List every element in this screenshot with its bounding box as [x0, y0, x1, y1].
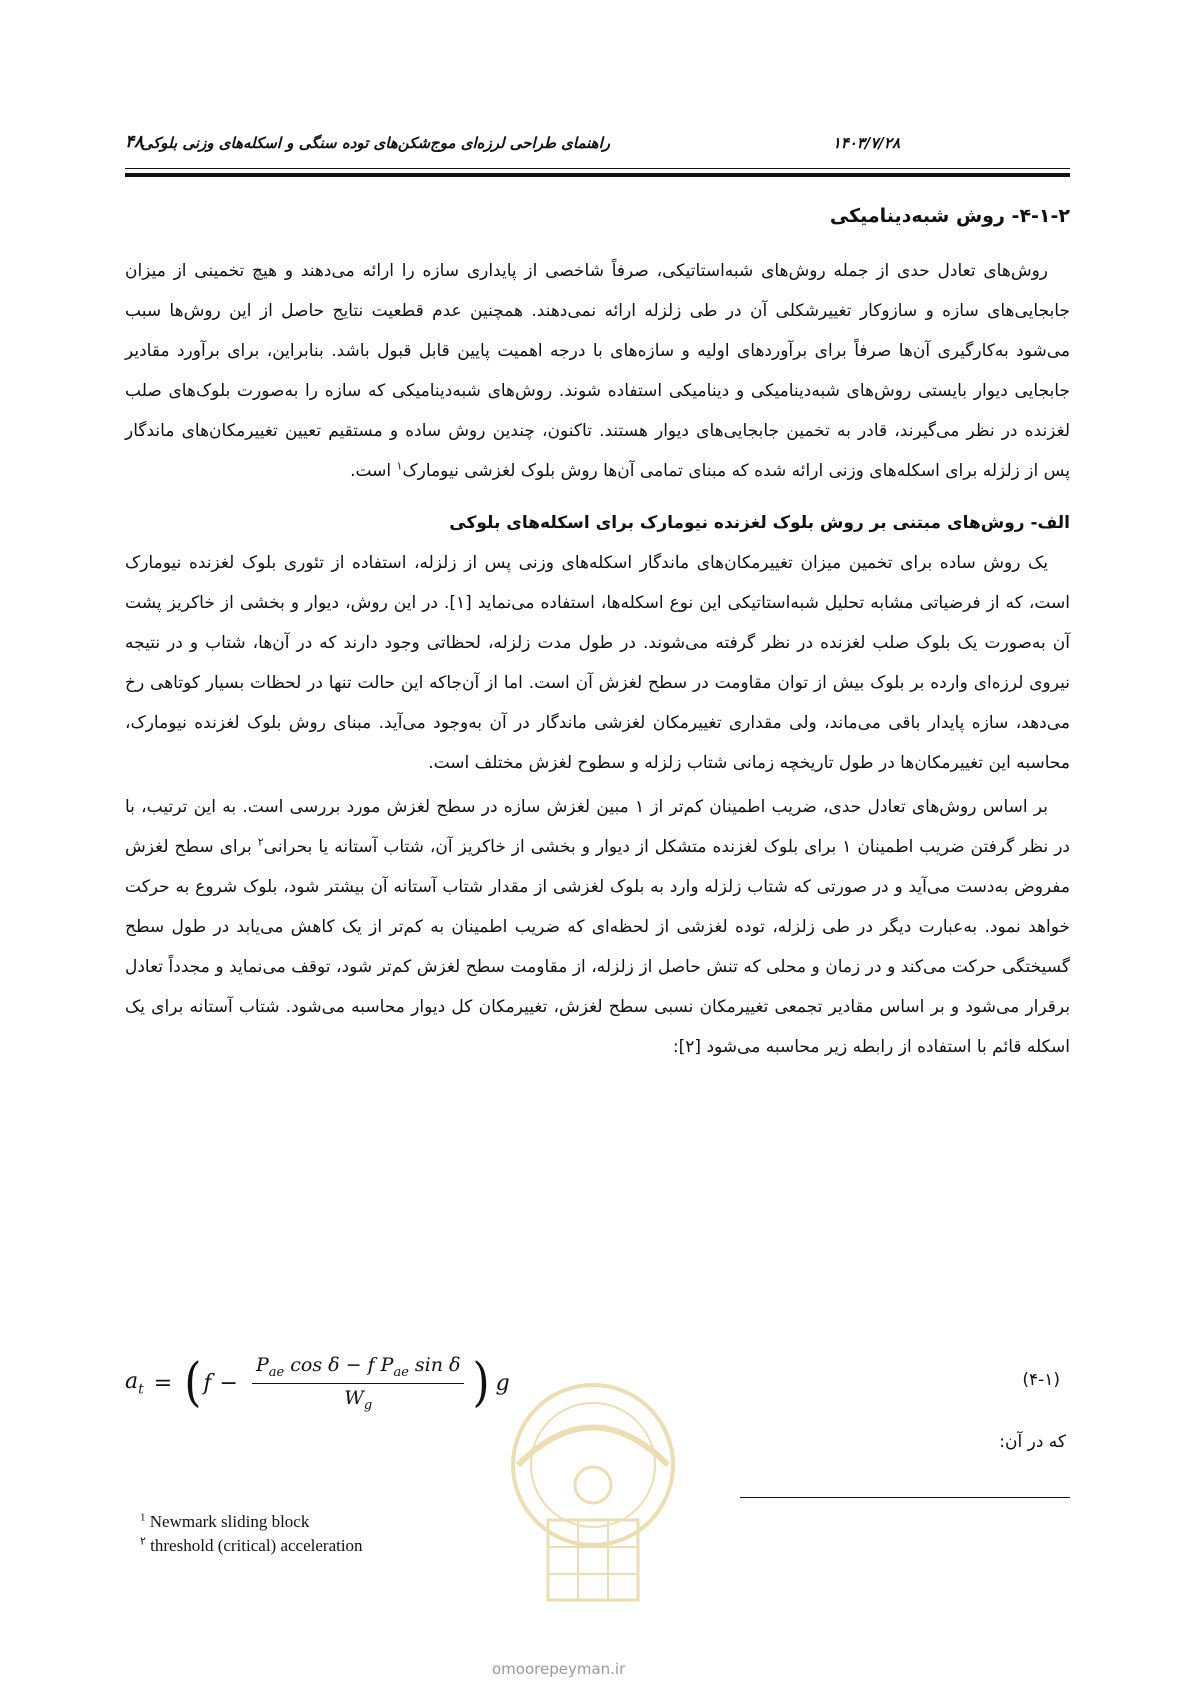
eq-paren-close: )	[472, 1351, 490, 1413]
footnote-ref-2[interactable]: ۲	[257, 835, 264, 849]
paragraph-1	[125, 251, 1070, 491]
header-date: ۱۴۰۳/۷/۲۸	[832, 134, 900, 152]
footnote-1	[140, 1510, 363, 1534]
footnote-1-text: Newmark sliding block	[145, 1512, 310, 1531]
watermark-url: omoorepeyman.ir	[492, 1660, 626, 1678]
footnote-2-text: threshold (critical) acceleration	[145, 1536, 363, 1555]
footnote-1-mark: 1	[140, 1511, 146, 1524]
eq-minus: −	[219, 1370, 238, 1396]
eq-denominator: $W_g$	[344, 1386, 373, 1413]
footnote-ref-1[interactable]: ۱	[396, 459, 403, 473]
footnote-2	[140, 1534, 363, 1558]
header-title: راهنمای طراحی لرزه‌ای موج‌شکن‌های توده سنگی و اسکله‌های وزنی بلوکی	[140, 134, 610, 152]
footnote-separator	[740, 1497, 1070, 1498]
eq-equals: =	[153, 1370, 173, 1396]
paragraph-2: یک روش ساده برای تخمین میزان تغییرمکان‌های ماندگار اسکله‌های وزنی پس از زلزله، استفاده از تئوری بلوک لغزنده نیومارک است، که از فرضیاتی مشابه تحلیل شبه‌استاتیکی این نوع اسکله‌ها، استفاده می‌نماید [۱]. در این روش، دیوار و بخشی از خاکریز پشت آن به‌صورت یک بلوک صلب لغزنده در نظر گرفته می‌شوند. در طول مدت زلزله، لحظاتی وجود دارند که در آن‌ها، شتاب و در نتیجه نیروی لرزه‌ای وارده بر بلوک بیش از توان مقاومت در سطح لغزش آن است. اما از آن‌جاکه این حالت تنها در لحظات بسیار کوتاهی رخ می‌دهد، سازه پایدار باقی می‌ماند، ولی مقداری تغییرمکان لغزشی ماندگار در آن به‌وجود می‌آید. مبنای روش بلوک لغزنده نیومارک، محاسبه این تغییرمکان‌ها در طول تاریخچه زمانی شتاب زلزله و سطوح لغزش مختلف است.	[125, 553, 1070, 773]
eq-paren-open: (	[184, 1351, 202, 1413]
section-heading: ۴-۱-۲- روش شبه‌دینامیکی	[829, 205, 1070, 227]
page-number: ۴۸	[125, 132, 144, 152]
eq-fraction	[252, 1354, 465, 1413]
watermark-seal-icon	[478, 1370, 708, 1630]
paragraph-1-text: روش‌های تعادل حدی از جمله روش‌های شبه‌استاتیکی، صرفاً شاخصی از پایداری سازه را ارائه می‌دهند و هیچ تخمینی از میزان جابجایی‌های سازه و سازوکار تغییرشکلی آن در طی زلزله ارائه نمی‌دهند. همچنین عدم قطعیت نتایج حاصل از این روش‌ها سبب می‌شود به‌کارگیری آن‌ها صرفاً برای برآوردهای اولیه و سازه‌های با درجه اهمیت پایین قابل قبول باشد. بنابراین، برای برآورد مقادیر جابجایی دیوار بایستی روش‌های شبه‌دینامیکی و دینامیکی استفاده شوند. روش‌های شبه‌دینامیکی که سازه را به‌صورت بلوک‌های صلب لغزنده در نظر می‌گیرند، قادر به تخمین جابجایی‌های دیوار هستند. تاکنون، چندین روش ساده و مستقیم تعیین تغییرمکان‌های ماندگار پس از زلزله برای اسکله‌های وزنی ارائه شده که مبنای تمامی آن‌ها روش بلوک لغزشی نیومارک	[125, 261, 1070, 481]
equation-formula	[125, 1350, 510, 1416]
header-rule-thin	[125, 168, 1070, 169]
page-header	[125, 128, 1070, 168]
footnotes	[140, 1510, 363, 1558]
paragraph-3-text-b: برای سطح لغزش مفروض به‌دست می‌آید و در صورتی که شتاب زلزله وارد به بلوک لغزشی از مقدار شتاب آستانه آن بیشتر شود، بلوک شروع به حرکت خواهد نمود. به‌عبارت دیگر در طی زلزله، توده لغزشی از لحظه‌ای که ضریب اطمینان به کم‌تر از یک کاهش می‌یابد در طول سطح گسیختگی حرکت می‌کند و در زمان و محلی که تنش حاصل از زلزله، از مقاومت سطح لغزش کم‌تر شود، توقف می‌نماید و مجدداً تعادل برقرار می‌شود و بر اساس مقادیر تجمعی تغییرمکان نسبی سطح لغزش، تغییرمکان کل دیوار محاسبه می‌شود. شتاب آستانه برای یک اسکله قائم با استفاده از رابطه زیر محاسبه می‌شود [۲]:	[125, 837, 1070, 1057]
where-text: که در آن:	[999, 1432, 1066, 1452]
header-rule-thick	[125, 173, 1070, 177]
footnote-2-mark: ۲	[140, 1535, 146, 1548]
paragraph-1-end: است.	[350, 461, 397, 481]
eq-f: f	[203, 1370, 212, 1396]
equation-number: (۴-۱)	[1022, 1370, 1060, 1390]
paragraph-3	[125, 787, 1070, 1067]
eq-numerator: $P_{ae}$ cos δ − f $P_{ae}$ sin δ	[252, 1354, 465, 1384]
main-content	[125, 205, 1070, 1067]
eq-lhs: $a_t$	[125, 1368, 144, 1398]
subsection-heading: الف- روش‌های مبتنی بر روش بلوک لغزنده نیومارک برای اسکله‌های بلوکی	[449, 513, 1070, 533]
eq-g: g	[495, 1370, 510, 1396]
paragraph-3-text-a: بر اساس روش‌های تعادل حدی، ضریب اطمینان کم‌تر از ۱ مبین لغزش سازه در سطح لغزش مورد بررسی است. به این ترتیب، با در نظر گرفتن ضریب اطمینان ۱ برای بلوک لغزنده متشکل از دیوار و بخشی از خاکریز آن، شتاب آستانه یا بحرانی	[125, 797, 1070, 857]
